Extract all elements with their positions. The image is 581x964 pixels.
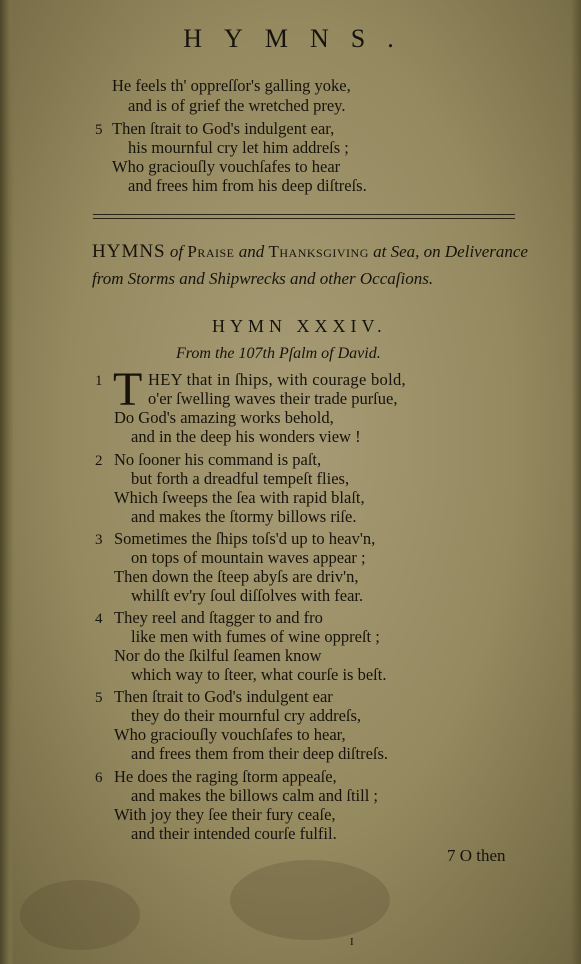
carryover-line: Who graciouſly vouchſafes to hear [112, 157, 341, 176]
section-title-praise: Praise [187, 242, 235, 261]
paper-stain [230, 860, 390, 940]
verse-line: they do their mournful cry addreſs, [131, 706, 362, 725]
page-edge-right [571, 0, 581, 964]
page-edge-left [0, 0, 14, 964]
verse-line: They reel and ſtagger to and fro [114, 608, 323, 627]
verse-number: 3 [95, 532, 103, 548]
verse-number: 1 [95, 373, 103, 389]
section-title [92, 238, 532, 292]
carryover-line: and frees him from his deep diſtreſs. [128, 176, 367, 195]
verse-line: and makes the ſtormy billows riſe. [131, 507, 357, 526]
carryover-line: He feels th' oppreſſor's galling yoke, [112, 76, 351, 95]
signature-mark: I [350, 936, 354, 948]
verse-line: and their intended courſe fulfil. [131, 824, 337, 843]
section-title-of: of [169, 242, 184, 261]
verse-line: and in the deep his wonders view ! [131, 427, 361, 446]
verse-line: Nor do the ſkilful ſeamen know [114, 646, 322, 665]
section-title-other: and other Occaſions. [290, 269, 434, 288]
section-title-thanksgiving: Thanksgiving [268, 242, 369, 261]
carryover-line: his mournful cry let him addreſs ; [128, 138, 349, 157]
section-rule [93, 218, 515, 219]
verse-number: 2 [95, 453, 103, 469]
paper-stain [20, 880, 140, 950]
verse-line: Who graciouſly vouchſafes to hear, [114, 725, 346, 744]
verse-line: which way to ſteer, what courſe is beſt. [131, 665, 387, 684]
verse-line: He does the raging ſtorm appeaſe, [114, 767, 337, 786]
verse-line: HEY that in ſhips, with courage bold, [148, 370, 406, 389]
verse-line: With joy they ſee their fury ceaſe, [114, 805, 336, 824]
verse-number: 5 [95, 690, 103, 706]
section-title-at-sea: at Sea, on Deliverance from Storms and Shipwrecks [92, 242, 528, 288]
verse-line: and makes the billows calm and ſtill ; [131, 786, 378, 805]
verse-line: on tops of mountain waves appear ; [131, 548, 366, 567]
section-title-hymns: HYMNS [92, 241, 166, 262]
verse-line: like men with fumes of wine oppreſt ; [131, 627, 380, 646]
verse-line: Do God's amazing works behold, [114, 408, 334, 427]
verse-line: and frees them from their deep diſtreſs. [131, 744, 389, 763]
drop-cap: T [113, 363, 143, 416]
catchword: 7 O then [447, 846, 506, 865]
running-head: HYMNS. [183, 24, 416, 53]
carryover-line: Then ſtrait to God's indulgent ear, [112, 119, 335, 138]
verse-line: Then ſtrait to God's indulgent ear [114, 687, 333, 706]
verse-line: Sometimes the ſhips toſs'd up to heav'n, [114, 529, 376, 548]
verse-line: Then down the ſteep abyſs are driv'n, [114, 567, 359, 586]
verse-number: 6 [95, 770, 103, 786]
section-title-and: and [238, 242, 265, 261]
section-rule [93, 214, 515, 215]
carryover-line: and is of grief the wretched prey. [128, 96, 346, 115]
hymn-number: HYMN XXXIV. [212, 316, 387, 336]
verse-line: Which ſweeps the ſea with rapid blaſt, [114, 488, 365, 507]
hymn-source: From the 107th Pſalm of David. [176, 345, 381, 362]
verse-number: 5 [95, 122, 103, 138]
verse-number: 4 [95, 611, 103, 627]
verse-line: whilſt ev'ry ſoul diſſolves with fear. [131, 586, 364, 605]
verse-line: but forth a dreadful tempeſt flies, [131, 469, 350, 488]
verse-line: o'er ſwelling waves their trade purſue, [148, 389, 398, 408]
verse-line: No ſooner his command is paſt, [114, 450, 322, 469]
